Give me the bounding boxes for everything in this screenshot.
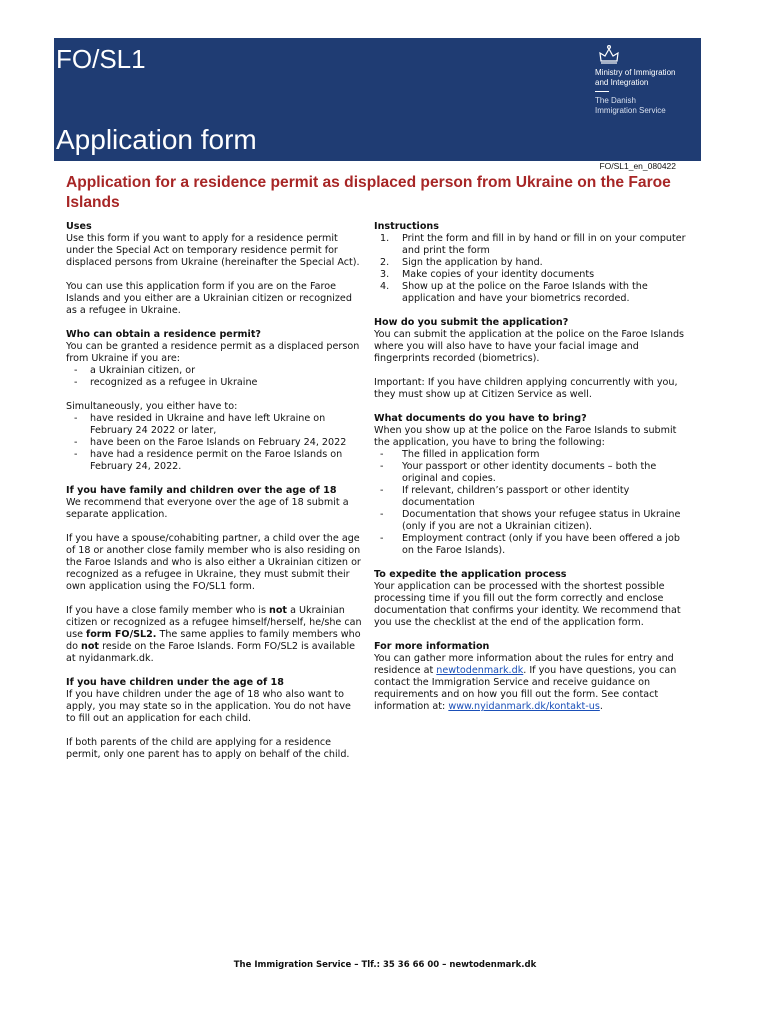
form-heading: Application form	[56, 124, 257, 155]
obtain-section: Who can obtain a residence permit? You can be granted a residence permit as a displaced person from Ukraine if you are: - a Ukrainian citizen, or - recognized as a refugee in Ukraine Simultaneously, you either have to: - have resided in Ukraine and have left Ukraine on February 24 2022 or later, - have been on the Faroe Islands on February 24, 2022 - have had a residence permit on the Faroe Islands on February 24, 2022.	[66, 329, 362, 473]
contact-link[interactable]: www.nyidanmark.dk/kontakt-us	[448, 701, 600, 712]
children-heading: If you have children under the age of 18	[66, 677, 284, 688]
info-heading: For more information	[374, 641, 490, 652]
family-section: If you have family and children over the age of 18 We recommend that everyone over the age of 18 submit a separate application. If you have a spouse/cohabiting partner, a child over the age of 18 or another close family member who is also residing on the Faroe Islands and who is also either a Ukrainian citizen or recognized as a refugee in Ukraine, they must submit their own application using the FO/SL1 form. If you have a close family member who is not a Ukrainian citizen or recognized as a refugee himself/herself, he/she can use form FO/SL2. The same applies to family members who do not reside on the Faroe Islands. Form FO/SL2 is available at nyidanmark.dk.	[66, 485, 362, 664]
instructions-heading: Instructions	[374, 221, 439, 232]
documents-section: What documents do you have to bring? When you show up at the police on the Faroe Islands to submit the application, you have to bring the following: - The filled in application form - Your passport or other identity documents – both the original and copies. - If relevant, children’s passport or other identity documentation - Documentation that shows your refugee status in Ukraine (only if you are not a Ukrainian citizen). - Employment contract (only if you have been offered a job on the Faroe Islands).	[374, 413, 689, 557]
list-item: - The filled in application form	[374, 449, 689, 461]
list-item: - Your passport or other identity documents – both the original and copies.	[374, 461, 689, 485]
left-column	[66, 221, 362, 773]
documents-heading: What documents do you have to bring?	[374, 413, 587, 424]
form-reference: FO/SL1_en_080422	[599, 161, 676, 171]
service-name: The Danish Immigration Service	[595, 96, 666, 115]
list-item: - If relevant, children’s passport or other identity documentation	[374, 485, 689, 509]
info-paragraph: You can gather more information about the rules for entry and residence at newtodenmark.dk. If you have questions, you can contact the Immigration Service and receive guidance on requirements and on how you fill out the form. See contact information at: www.nyidanmark.dk/kontakt-us.	[374, 653, 677, 712]
list-item: - recognized as a refugee in Ukraine	[66, 377, 362, 389]
simultaneous-list	[66, 413, 362, 473]
newtodenmark-link[interactable]: newtodenmark.dk	[436, 665, 524, 676]
uses-heading: Uses	[66, 221, 92, 232]
instructions-section	[374, 221, 689, 305]
right-column	[374, 221, 689, 725]
list-item: - Employment contract (only if you have been offered a job on the Faroe Islands).	[374, 533, 689, 557]
documents-list	[374, 449, 689, 557]
header-banner	[54, 38, 701, 161]
uses-section: Uses Use this form if you want to apply for a residence permit under the Special Act on temporary residence permit for displaced persons from Ukraine (hereinafter the Special Act). You can use this application form if you are on the Faroe Islands and you either are a Ukrainian citizen or recognized as a refugee in Ukraine.	[66, 221, 362, 317]
list-item: - a Ukrainian citizen, or	[66, 365, 362, 377]
expedite-heading: To expedite the application process	[374, 569, 567, 580]
children-section: If you have children under the age of 18 If you have children under the age of 18 who also want to apply, you may state so in the application. You do not have to fill out an application for each child. If both parents of the child are applying for a residence permit, only one parent has to apply on behalf of the child.	[66, 677, 362, 761]
crown-logo-icon	[596, 44, 622, 66]
list-item: 4. Show up at the police on the Faroe Islands with the application and have your biometrics recorded.	[380, 281, 648, 304]
list-item: 2. Sign the application by hand.	[380, 257, 543, 268]
list-item: - have resided in Ukraine and have left Ukraine on February 24 2022 or later,	[66, 413, 362, 437]
instructions-list	[374, 233, 689, 305]
list-item: - have been on the Faroe Islands on February 24, 2022	[66, 437, 362, 449]
submit-section: How do you submit the application? You can submit the application at the police on the Faroe Islands where you will also have to have your facial image and fingerprints recorded (biometrics). Important: If you have children applying concurrently with you, they must show up at Citizen Service as well.	[374, 317, 689, 401]
list-item: - have had a residence permit on the Faroe Islands on February 24, 2022.	[66, 449, 362, 473]
document-title: Application for a residence permit as displaced person from Ukraine on the Faroe Islands	[66, 174, 671, 211]
expedite-section: To expedite the application process Your application can be processed with the shortest possible processing time if you fill out the form correctly and enclose documentation that confirms your identity. We recommend that you use the checklist at the end of the application form.	[374, 569, 689, 629]
page-footer: The Immigration Service – Tlf.: 35 36 66 00 – newtodenmark.dk	[233, 960, 537, 970]
obtain-heading: Who can obtain a residence permit?	[66, 329, 261, 340]
list-item: - Documentation that shows your refugee status in Ukraine (only if you are not a Ukrainian citizen).	[374, 509, 689, 533]
obtain-list	[66, 365, 362, 389]
logo-divider	[595, 91, 609, 92]
list-item: 3. Make copies of your identity documents	[380, 269, 595, 280]
family-member-paragraph: If you have a close family member who is not a Ukrainian citizen or recognized as a refugee himself/herself, he/she can use form FO/SL2. The same applies to family members who do not reside on the Faroe Islands. Form FO/SL2 is available at nyidanmark.dk.	[66, 605, 362, 664]
submit-heading: How do you submit the application?	[374, 317, 569, 328]
form-code: FO/SL1	[56, 44, 146, 74]
family-heading: If you have family and children over the age of 18	[66, 485, 337, 496]
list-item: 1. Print the form and fill in by hand or fill in on your computer and print the form	[380, 233, 686, 256]
info-section	[374, 641, 689, 713]
ministry-name: Ministry of Immigration and Integration	[595, 68, 676, 87]
